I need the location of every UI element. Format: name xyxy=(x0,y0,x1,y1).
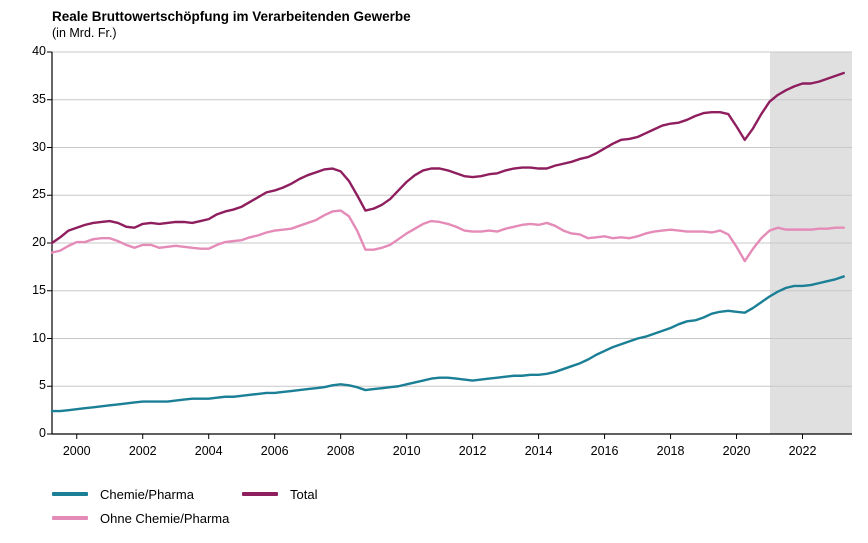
y-tick-label: 5 xyxy=(39,378,46,393)
y-tick-label: 35 xyxy=(32,91,46,106)
y-tick-label: 25 xyxy=(32,187,46,202)
y-tick-label: 15 xyxy=(32,282,46,297)
plot-svg xyxy=(52,52,852,434)
x-tick-label: 2010 xyxy=(392,444,421,458)
x-tick-label: 2020 xyxy=(722,444,751,458)
series-line-chemie-pharma xyxy=(52,276,844,411)
y-tick-label: 10 xyxy=(32,330,46,345)
y-tick-label: 40 xyxy=(32,44,46,58)
legend-item-chemie-pharma xyxy=(52,487,242,502)
legend-label-chemie-pharma: Chemie/Pharma xyxy=(100,486,194,502)
x-tick-label: 2006 xyxy=(260,444,289,458)
y-tick-label: 20 xyxy=(32,235,46,249)
x-tick-label: 2012 xyxy=(458,444,487,458)
chart-title: Reale Bruttowertschöpfung im Verarbeitenden Gewerbe xyxy=(52,9,411,24)
legend-row-2 xyxy=(52,506,852,530)
x-tick-label: 2022 xyxy=(788,444,817,458)
x-tick-label: 2016 xyxy=(590,444,619,458)
x-tick-label: 2004 xyxy=(194,444,223,458)
chart-legend xyxy=(52,482,852,530)
x-tick-label: 2014 xyxy=(524,444,553,458)
chart-subtitle: (in Mrd. Fr.) xyxy=(52,26,117,40)
legend-label-total: Total xyxy=(290,486,318,502)
series-line-total xyxy=(52,73,844,243)
y-tick-label: 30 xyxy=(32,139,46,154)
legend-swatch-total xyxy=(242,492,278,496)
series-line-ohne-chemie-pharma xyxy=(52,211,844,262)
legend-label-ohne-chemie-pharma: Ohne Chemie/Pharma xyxy=(100,510,230,526)
x-tick-label: 2000 xyxy=(62,444,91,458)
legend-item-total xyxy=(242,487,317,502)
legend-swatch-chemie-pharma xyxy=(52,492,88,496)
x-tick-label: 2018 xyxy=(656,444,685,458)
title-block xyxy=(52,8,411,41)
legend-swatch-ohne-chemie-pharma xyxy=(52,516,88,520)
legend-row-1 xyxy=(52,482,852,506)
plot-area xyxy=(32,44,852,458)
y-tick-label: 0 xyxy=(39,426,46,440)
legend-item-ohne-chemie-pharma xyxy=(52,511,242,526)
x-tick-label: 2002 xyxy=(128,444,157,458)
x-tick-label: 2008 xyxy=(326,444,355,458)
